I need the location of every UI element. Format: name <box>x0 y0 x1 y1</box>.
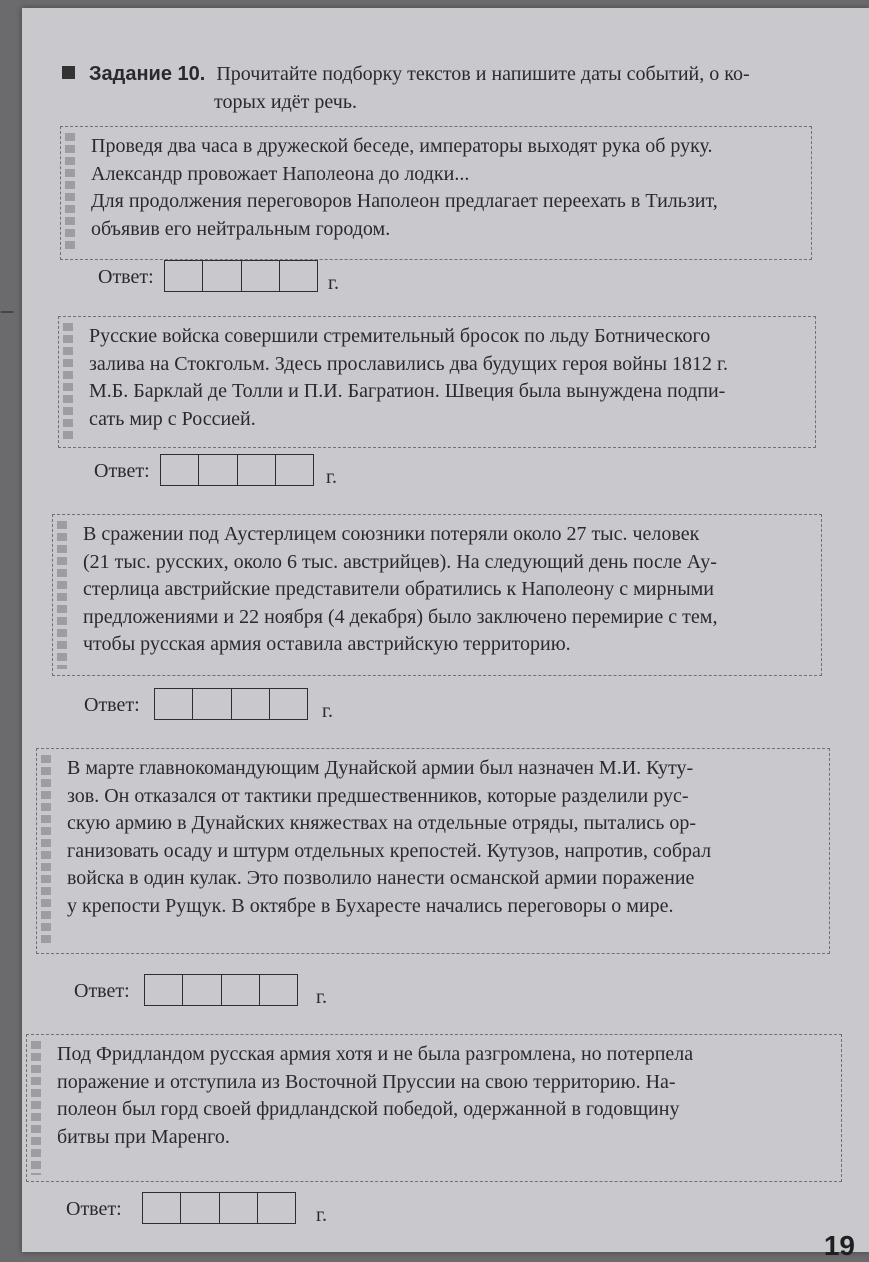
answer-label: Ответ: <box>94 460 150 482</box>
passage-line: (21 тыс. русских, около 6 тыс. австрийцев). На следующий день после Ау- <box>83 550 717 573</box>
passage-line: Для продолжения переговоров Наполеон предлагает переехать в Тильзит, <box>91 190 718 212</box>
answer-digit-cell[interactable] <box>181 1193 219 1223</box>
answer-digit-cell[interactable] <box>203 261 241 291</box>
answer-digit-cell[interactable] <box>155 689 193 719</box>
answer-digit-cell[interactable] <box>232 689 270 719</box>
answer-label: Ответ: <box>98 266 154 288</box>
passage-text <box>89 323 807 433</box>
passage-line: Под Фридландом русская армия хотя и не была разгромлена, но потерпела <box>57 1043 694 1065</box>
passage-line: войска в один кулак. Это позволило нанести османской армии поражение <box>67 867 695 889</box>
passage-line: Александр провожает Наполеона до лодки... <box>91 162 470 185</box>
passage-line: залива на Стокгольм. Здесь прославились два будущих героя войны 1812 г. <box>89 352 728 375</box>
answer-row-4 <box>74 974 334 1008</box>
answer-digit-cell[interactable] <box>183 975 221 1005</box>
answer-digit-cell[interactable] <box>165 261 203 291</box>
passage-line: сать мир с Россией. <box>89 407 256 430</box>
passage-1 <box>60 126 812 260</box>
passage-line: полеон был горд своей фридландской победой, одержанной в годовщину <box>57 1098 680 1120</box>
answer-digit-cell[interactable] <box>242 261 280 291</box>
task-number: Задание 10. <box>89 63 206 85</box>
answer-digit-cell[interactable] <box>220 1193 258 1223</box>
passage-line: чтобы русская армия оставила австрийскую территорию. <box>83 633 571 655</box>
passage-line: поражение и отступила из Восточной Пруссии на свою территорию. На- <box>57 1070 676 1093</box>
answer-digit-cell[interactable] <box>145 975 183 1005</box>
passage-line: скую армию в Дунайских княжествах на отдельные отряды, пытались ор- <box>67 812 697 834</box>
passage-line: М.Б. Барклай де Толли и П.И. Багратион. Швеция была вынуждена подпи- <box>89 380 726 402</box>
answer-digit-cell[interactable] <box>143 1193 181 1223</box>
answer-unit: г. <box>316 986 327 1008</box>
answer-row-1 <box>98 260 358 294</box>
task-header <box>62 60 822 116</box>
answer-year-input[interactable] <box>160 454 314 486</box>
margin-mark: — <box>0 304 14 320</box>
answer-year-input[interactable] <box>164 260 318 292</box>
answer-unit: г. <box>316 1204 327 1226</box>
answer-label: Ответ: <box>74 980 130 1002</box>
answer-unit: г. <box>328 272 339 294</box>
answer-year-input[interactable] <box>142 1192 296 1224</box>
answer-label: Ответ: <box>84 694 140 716</box>
passage-line: битвы при Маренго. <box>57 1125 230 1148</box>
answer-digit-cell[interactable] <box>238 455 276 485</box>
passage-text <box>57 1041 833 1151</box>
answer-digit-cell[interactable] <box>276 455 313 485</box>
task-header-line-1 <box>62 60 822 88</box>
passage-4 <box>36 748 830 954</box>
answer-digit-cell[interactable] <box>260 975 297 1005</box>
passage-margin-marks <box>65 133 75 253</box>
page-number: 19 <box>823 1230 855 1261</box>
passage-margin-marks <box>63 323 73 441</box>
answer-row-3 <box>84 688 344 722</box>
answer-year-input[interactable] <box>154 688 308 720</box>
passage-line: объявив его нейтральным городом. <box>91 217 391 240</box>
passage-5 <box>26 1034 842 1182</box>
answer-digit-cell[interactable] <box>280 261 317 291</box>
passage-2 <box>58 316 816 448</box>
passage-line: у крепости Рущук. В октябре в Бухаресте начались переговоры о мире. <box>67 894 674 917</box>
passage-line: Проведя два часа в дружеской беседе, императоры выходят рука об руку. <box>91 135 713 157</box>
passage-line: ганизовать осаду и штурм отдельных крепостей. Кутузов, напротив, собрал <box>67 839 712 862</box>
answer-digit-cell[interactable] <box>161 455 199 485</box>
passage-3 <box>52 514 822 676</box>
passage-line: зов. Он отказался от тактики предшественников, которые разделили рус- <box>67 784 689 807</box>
workbook-page <box>0 8 869 1261</box>
answer-unit: г. <box>322 700 333 722</box>
answer-digit-cell[interactable] <box>222 975 260 1005</box>
passage-line: стерлица австрийские представители обратились к Наполеону с мирными <box>83 578 714 600</box>
task-instruction: Прочитайте подборку текстов и напишите даты событий, о ко- <box>216 63 750 85</box>
passage-text <box>91 133 803 243</box>
passage-margin-marks <box>41 755 51 947</box>
task-instruction-continued: торых идёт речь. <box>214 91 357 113</box>
passage-margin-marks <box>57 521 67 669</box>
passage-line: В сражении под Аустерлицем союзники потеряли около 27 тыс. человек <box>83 523 700 545</box>
answer-row-2 <box>94 454 354 488</box>
passage-line: предложениями и 22 ноября (4 декабря) было заключено перемирие с тем, <box>83 605 718 628</box>
answer-digit-cell[interactable] <box>199 455 237 485</box>
passage-text <box>83 521 813 659</box>
answer-label: Ответ: <box>66 1198 122 1220</box>
answer-digit-cell[interactable] <box>193 689 231 719</box>
answer-year-input[interactable] <box>144 974 298 1006</box>
passage-line: В марте главнокомандующим Дунайской армии был назначен М.И. Куту- <box>67 757 694 779</box>
answer-unit: г. <box>326 466 337 488</box>
passage-text <box>67 755 821 920</box>
passage-margin-marks <box>31 1041 41 1175</box>
square-bullet-icon <box>62 66 75 79</box>
answer-digit-cell[interactable] <box>270 689 307 719</box>
answer-row-5 <box>66 1192 326 1226</box>
passage-line: Русские войска совершили стремительный бросок по льду Ботнического <box>89 325 711 347</box>
answer-digit-cell[interactable] <box>258 1193 295 1223</box>
